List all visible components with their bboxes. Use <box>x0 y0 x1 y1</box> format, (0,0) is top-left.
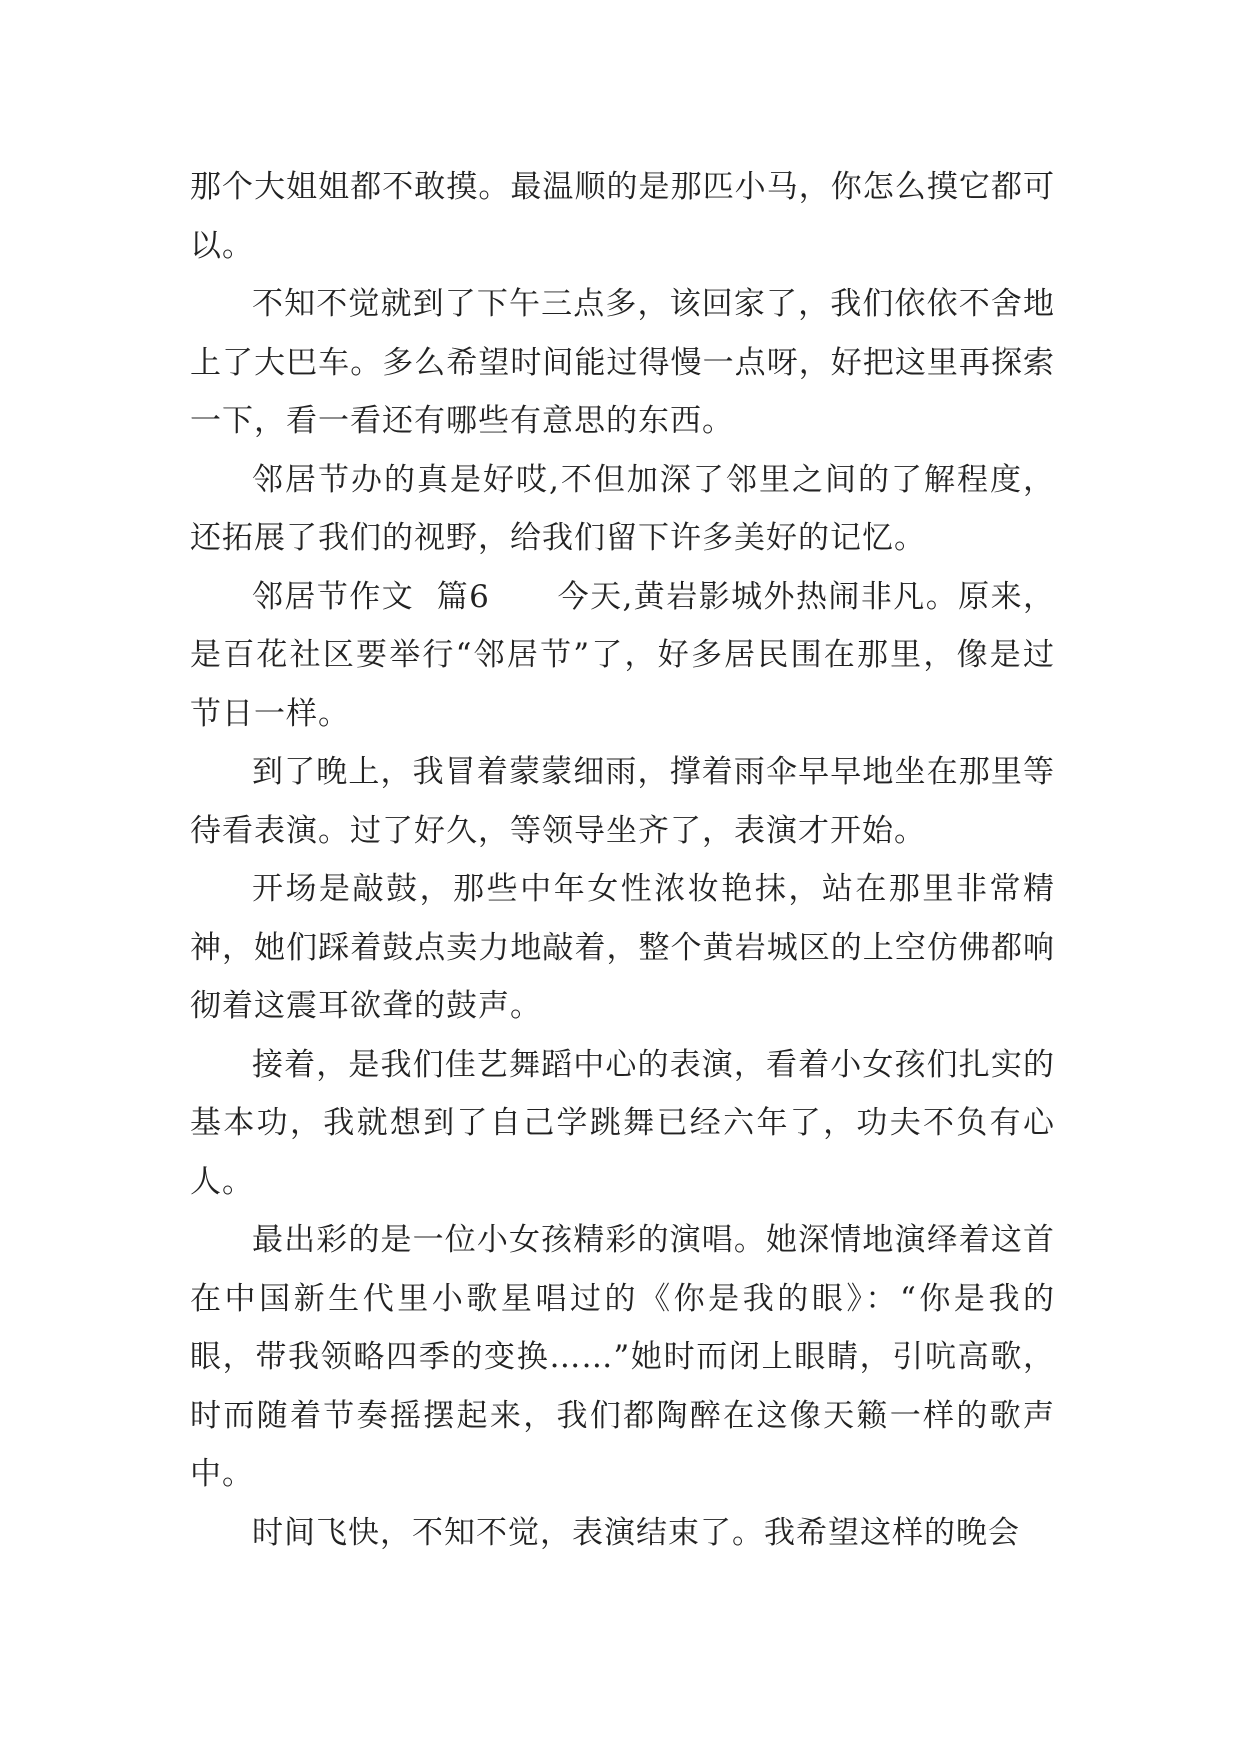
paragraph-2: 不知不觉就到了下午三点多，该回家了，我们依依不舍地上了大巴车。多么希望时间能过得慢一点呀，好把这里再探索一下，看一看还有哪些有意思的东西。 <box>190 286 1055 439</box>
section-heading: 邻居节作文 篇6 <box>252 578 490 615</box>
paragraph-1: 那个大姐姐都不敢摸。最温顺的是那匹小马，你怎么摸它都可以。 <box>190 169 1055 264</box>
paragraph-9: 时间飞快，不知不觉，表演结束了。我希望这样的晚会 <box>252 1514 1020 1551</box>
article-body <box>190 158 1055 1562</box>
paragraph-7: 接着，是我们佳艺舞蹈中心的表演，看着小女孩们扎实的基本功，我就想到了自己学跳舞已经六年了，功夫不负有心人。 <box>190 1046 1055 1200</box>
paragraph-6: 开场是敲鼓，那些中年女性浓妆艳抹，站在那里非常精神，她们踩着鼓点卖力地敲着，整个黄岩城区的上空仿佛都响彻着这震耳欲聋的鼓声。 <box>190 871 1055 1024</box>
paragraph-8: 最出彩的是一位小女孩精彩的演唱。她深情地演绎着这首在中国新生代里小歌星唱过的《你是我的眼》：“你是我的眼，带我领略四季的变换……”她时而闭上眼睛，引吭高歌，时而随着节奏摇摆起来，我们都陶醉在这像天籁一样的歌声中。 <box>190 1222 1055 1492</box>
paragraph-4: 邻居节作文 篇6 今天,黄岩影城外热闹非凡。原来，是百花社区要举行“邻居节”了，好多居民围在那里，像是过节日一样。 <box>190 578 1055 732</box>
paragraph-5: 到了晚上，我冒着蒙蒙细雨，撑着雨伞早早地坐在那里等待看表演。过了好久，等领导坐齐了，表演才开始。 <box>190 754 1055 849</box>
paragraph-3: 邻居节办的真是好哎,不但加深了邻里之间的了解程度，还拓展了我们的视野，给我们留下许多美好的记忆。 <box>190 461 1055 556</box>
